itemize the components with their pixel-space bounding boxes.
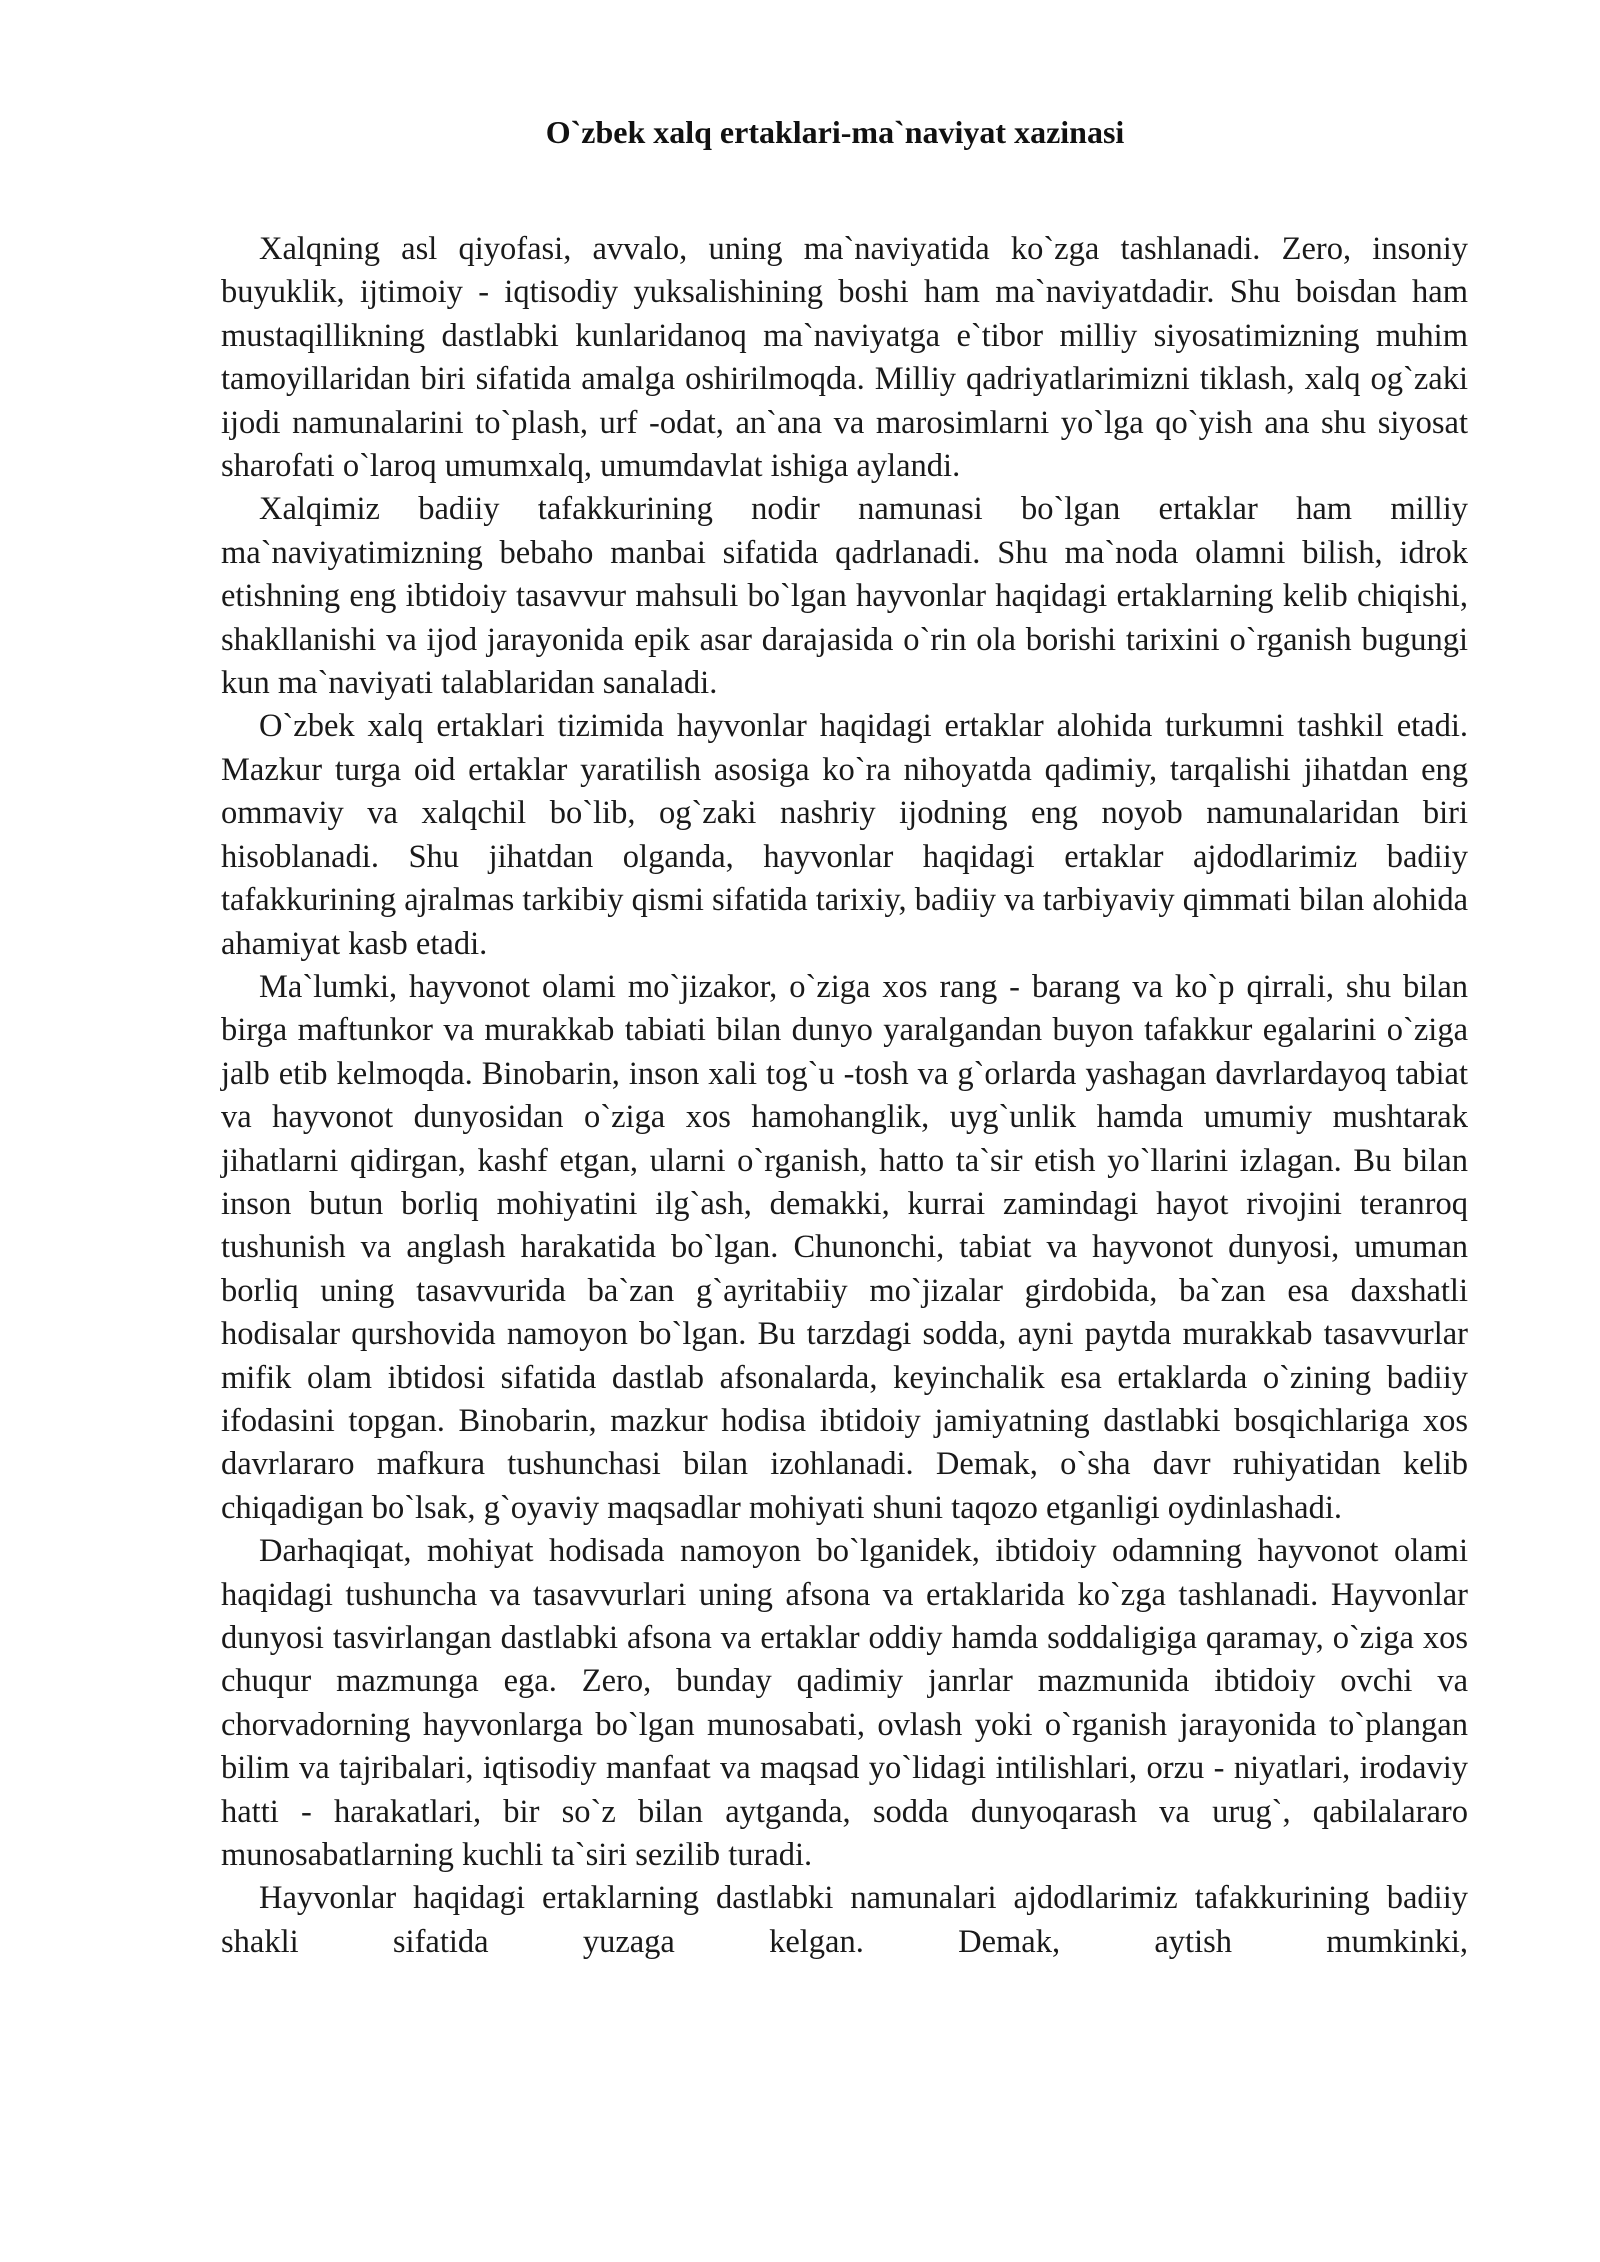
- paragraph-2: Xalqimiz badiiy tafakkurining nodir namunasi bo`lgan ertaklar ham milliy ma`naviyatimizning bebaho manbai sifatida qadrlanadi. Shu ma`noda olamni bilish, idrok etishning eng ibtidoiy tasavvur mahsuli bo`lgan hayvonlar haqidagi ertaklarning kelib chiqishi, shakllanishi va ijod jarayonida epik asar darajasida o`rin ola borishi tarixini o`rganish bugungi kun ma`naviyati talablaridan sanaladi.: [221, 491, 1468, 702]
- document-body: [221, 228, 1468, 1964]
- paragraph-3: O`zbek xalq ertaklari tizimida hayvonlar haqidagi ertaklar alohida turkumni tashkil etadi. Mazkur turga oid ertaklar yaratilish asosiga ko`ra nihoyatda qadimiy, tarqalishi jihatdan eng ommaviy va xalqchil bo`lib, og`zaki nashriy ijodning eng noyob namunalaridan biri hisoblanadi. Shu jihatdan olganda, hayvonlar haqidagi ertaklar ajdodlarimiz badiiy tafakkurining ajralmas tarkibiy qismi sifatida tarixiy, badiiy va tarbiyaviy qimmati bilan alohida ahamiyat kasb etadi.: [221, 708, 1469, 962]
- paragraph-6: Hayvonlar haqidagi ertaklarning dastlabki namunalari ajdodlarimiz tafakkurining badiiy shakli sifatida yuzaga kelgan. Demak, aytish mumkinki,: [221, 1880, 1468, 1960]
- paragraph-1: Xalqning asl qiyofasi, avvalo, uning ma`naviyatida ko`zga tashlanadi. Zero, insoniy buyuklik, ijtimoiy - iqtisodiy yuksalishining boshi ham ma`naviyatdadir. Shu boisdan ham mustaqillikning dastlabki kunlaridanoq ma`naviyatga e`tibor milliy siyosatimizning muhim tamoyillaridan biri sifatida amalga oshirilmoqda. Milliy qadriyatlarimizni tiklash, xalq og`zaki ijodi namunalarini to`plash, urf -odat, an`ana va marosimlarni yo`lga qo`yish ana shu siyosat sharofati o`laroq umumxalq, umumdavlat ishiga aylandi.: [221, 231, 1468, 485]
- paragraph-4: Ma`lumki, hayvonot olami mo`jizakor, o`ziga xos rang - barang va ko`p qirrali, shu bilan birga maftunkor va murakkab tabiati bilan dunyo yaralgandan buyon tafakkur egalarini o`ziga jalb etib kelmoqda. Binobarin, inson xali tog`u -tosh va g`orlarda yashagan davrlardayoq tabiat va hayvonot dunyosidan o`ziga xos hamohanglik, uyg`unlik hamda umumiy mushtarak jihatlarni qidirgan, kashf etgan, ularni o`rganish, hatto ta`sir etish yo`llarini izlagan. Bu bilan inson butun borliq mohiyatini ilg`ash, demakki, kurrai zamindagi hayot rivojini teranroq tushunish va anglash harakatida bo`lgan. Chunonchi, tabiat va hayvonot dunyosi, umuman borliq uning tasavvurida ba`zan g`ayritabiiy mo`jizalar girdobida, ba`zan esa daxshatli hodisalar qurshovida namoyon bo`lgan. Bu tarzdagi sodda, ayni paytda murakkab tasavvurlar mifik olam ibtidosi sifatida dastlab afsonalarda, keyinchalik esa ertaklarda o`zining badiiy ifodasini topgan. Binobarin, mazkur hodisa ibtidoiy jamiyatning dastlabki bosqichlariga xos davrlararo mafkura tushunchasi bilan izohlanadi. Demak, o`sha davr ruhiyatidan kelib chiqadigan bo`lsak, g`oyaviy maqsadlar mohiyati shuni taqozo etganligi oydinlashadi.: [221, 968, 1468, 1526]
- paragraph-5: Darhaqiqat, mohiyat hodisada namoyon bo`lganidek, ibtidoiy odamning hayvonot olami haqidagi tushuncha va tasavvurlari uning afsona va ertaklarida ko`zga tashlanadi. Hayvonlar dunyosi tasvirlangan dastlabki afsona va ertaklar oddiy hamda soddaligiga qaramay, o`ziga xos chuqur mazmunga ega. Zero, bunday qadimiy janrlar mazmunida ibtidoiy ovchi va chorvadorning hayvonlarga bo`lgan munosabati, ovlash yoki o`rganish jarayonida to`plangan bilim va tajribalari, iqtisodiy manfaat va maqsad yo`lidagi intilishlari, orzu - niyatlari, irodaviy hatti - harakatlari, bir so`z bilan aytganda, sodda dunyoqarash va urug`, qabilalararo munosabatlarning kuchli ta`siri sezilib turadi.: [221, 1533, 1468, 1874]
- document-title: O`zbek xalq ertaklari-ma`naviyat xazinasi: [545, 114, 1125, 150]
